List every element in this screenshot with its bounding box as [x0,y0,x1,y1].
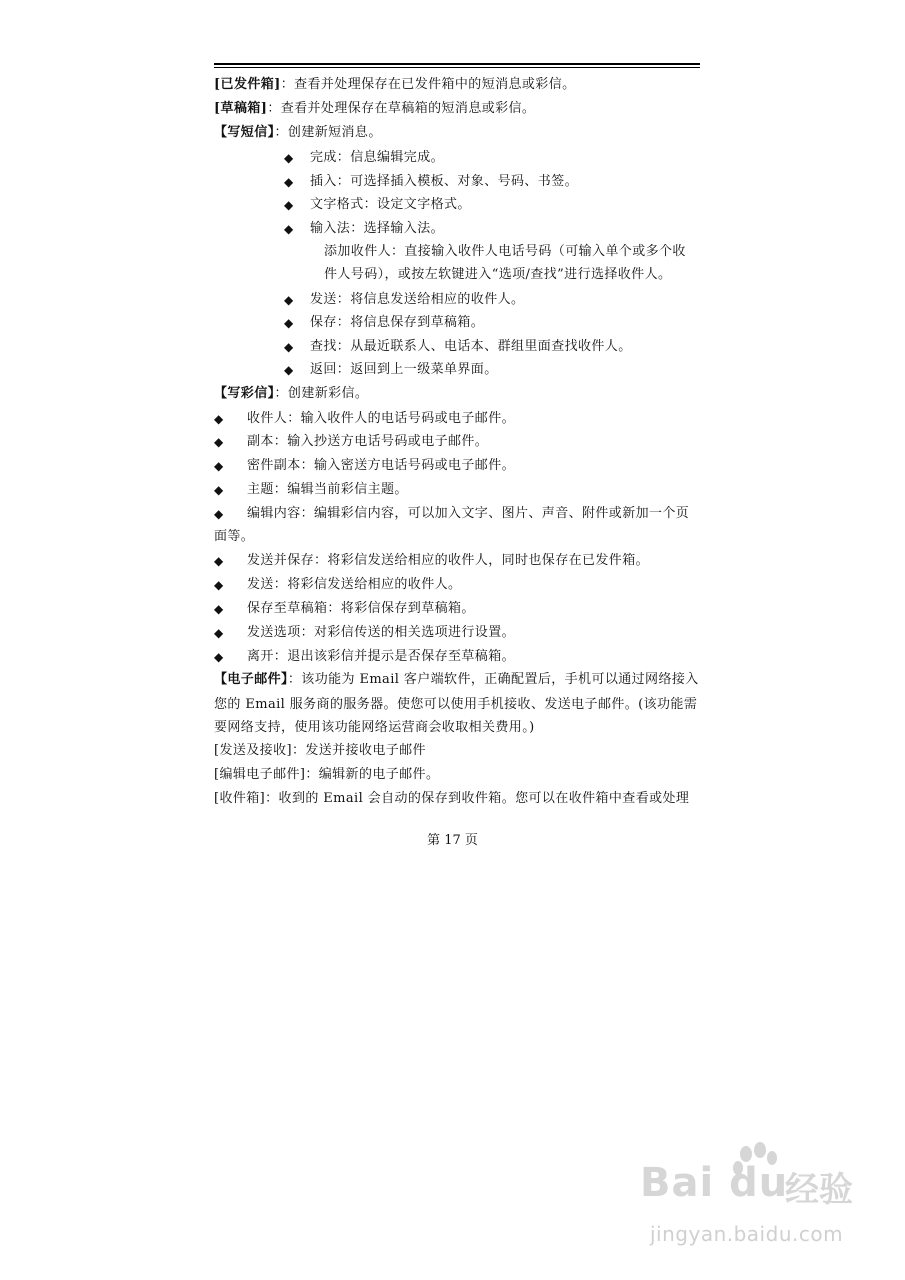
line-text: 密件副本：输入密送方电话号码或电子邮件。 [247,458,516,473]
text-line [214,76,704,94]
bullet-icon: ◆ [214,650,224,664]
header-rule-thin [214,67,700,68]
line-text: 收件人：输入收件人的电话号码或电子邮件。 [247,411,516,426]
text-line [214,124,704,142]
bullet-icon: ◆ [284,340,294,354]
line-text: ：创建新彩信。 [274,386,369,401]
text-line [214,696,704,714]
line-text: 保存：将信息保存到草稿箱。 [310,315,485,330]
text-line [247,505,737,523]
bullet-icon: ◆ [284,151,294,165]
text-line [214,790,704,808]
text-line [247,433,737,451]
line-text: 您的 Email 服务商的服务器。使您可以使用手机接收、发送电子邮件。(该功能需 [214,697,698,712]
section-heading: 【写短信】 [214,125,275,140]
watermark-logo: Bai du [640,1160,789,1206]
bullet-icon: ◆ [214,554,224,568]
line-text: 添加收件人：直接输入收件人电话号码（可输入单个或多个收 [324,244,686,259]
section-heading: [已发件箱] [214,77,281,92]
line-text: 查找：从最近联系人、电话本、群组里面查找收件人。 [310,339,632,354]
line-text: 件人号码），或按左软键进入“选项/查找”进行选择收件人。 [324,267,672,282]
line-text: ：查看并处理保存在已发件箱中的短消息或彩信。 [280,77,576,92]
bullet-icon: ◆ [214,459,224,473]
line-text: 返回：返回到上一级菜单界面。 [310,362,498,377]
text-line [310,220,800,238]
line-text: 输入法：选择输入法。 [310,221,445,236]
line-text: 副本：输入抄送方电话号码或电子邮件。 [247,434,489,449]
line-text: [发送及接收]：发送并接收电子邮件 [214,743,426,758]
line-text: [收件箱]：收到的 Email 会自动的保存到收件箱。您可以在收件箱中查看或处理 [214,791,690,806]
line-text: ：创建新短消息。 [274,125,382,140]
page-number: 第 17 页 [427,833,478,848]
line-text: 主题：编辑当前彩信主题。 [247,482,408,497]
text-line [247,410,737,428]
bullet-icon: ◆ [284,363,294,377]
text-line [214,742,704,760]
text-line [247,624,737,642]
text-line [214,100,704,118]
bullet-icon: ◆ [214,602,224,616]
line-text: [编辑电子邮件]：编辑新的电子邮件。 [214,767,440,782]
line-text: 发送并保存：将彩信发送给相应的收件人，同时也保存在已发件箱。 [247,553,650,568]
text-line [214,671,704,689]
watermark-brand: 经验 [785,1170,853,1210]
text-line [310,338,800,356]
text-line [310,173,800,191]
bullet-icon: ◆ [214,578,224,592]
text-line [214,385,704,403]
line-text: 完成：信息编辑完成。 [310,150,445,165]
text-line [214,719,704,737]
text-line [310,196,800,214]
text-line [324,266,814,284]
text-line [247,552,737,570]
text-line [247,648,737,666]
line-text: 发送选项：对彩信传送的相关选项进行设置。 [247,625,516,640]
text-line [247,576,737,594]
bullet-icon: ◆ [214,483,224,497]
line-text: 离开：退出该彩信并提示是否保存至草稿箱。 [247,649,516,664]
line-text: 文字格式：设定文字格式。 [310,197,471,212]
bullet-icon: ◆ [214,626,224,640]
text-line [247,600,737,618]
line-text: ：该功能为 Email 客户端软件，正确配置后，手机可以通过网络接入 [287,672,699,687]
line-text: ：查看并处理保存在草稿箱的短消息或彩信。 [267,101,536,116]
line-text: 面等。 [214,529,255,544]
text-line [324,243,814,261]
text-line [214,528,704,546]
text-line [214,766,704,784]
text-line [247,481,737,499]
line-text: 编辑内容：编辑彩信内容，可以加入文字、图片、声音、附件或新加一个页 [247,506,690,521]
baidu-jingyan-watermark [640,1140,880,1260]
line-text: 保存至草稿箱：将彩信保存到草稿箱。 [247,601,475,616]
section-heading: [草稿箱] [214,101,268,116]
text-line [310,361,800,379]
bullet-icon: ◆ [214,507,224,521]
bullet-icon: ◆ [284,293,294,307]
text-line [310,291,800,309]
text-line [310,314,800,332]
bullet-icon: ◆ [284,198,294,212]
header-rule-thick [214,63,700,65]
line-text: 发送：将彩信发送给相应的收件人。 [247,577,462,592]
line-text: 插入：可选择插入模板、对象、号码、书签。 [310,174,579,189]
section-heading: 【写彩信】 [214,386,275,401]
bullet-icon: ◆ [284,316,294,330]
text-line [310,149,800,167]
section-heading: 【电子邮件】 [214,672,288,687]
line-text: 发送：将信息发送给相应的收件人。 [310,292,525,307]
bullet-icon: ◆ [214,412,224,426]
line-text: 要网络支持，使用该功能网络运营商会收取相关费用。) [214,720,535,735]
bullet-icon: ◆ [284,222,294,236]
watermark-url: jingyan.baidu.com [650,1222,844,1246]
bullet-icon: ◆ [214,435,224,449]
bullet-icon: ◆ [284,175,294,189]
text-line [247,457,737,475]
